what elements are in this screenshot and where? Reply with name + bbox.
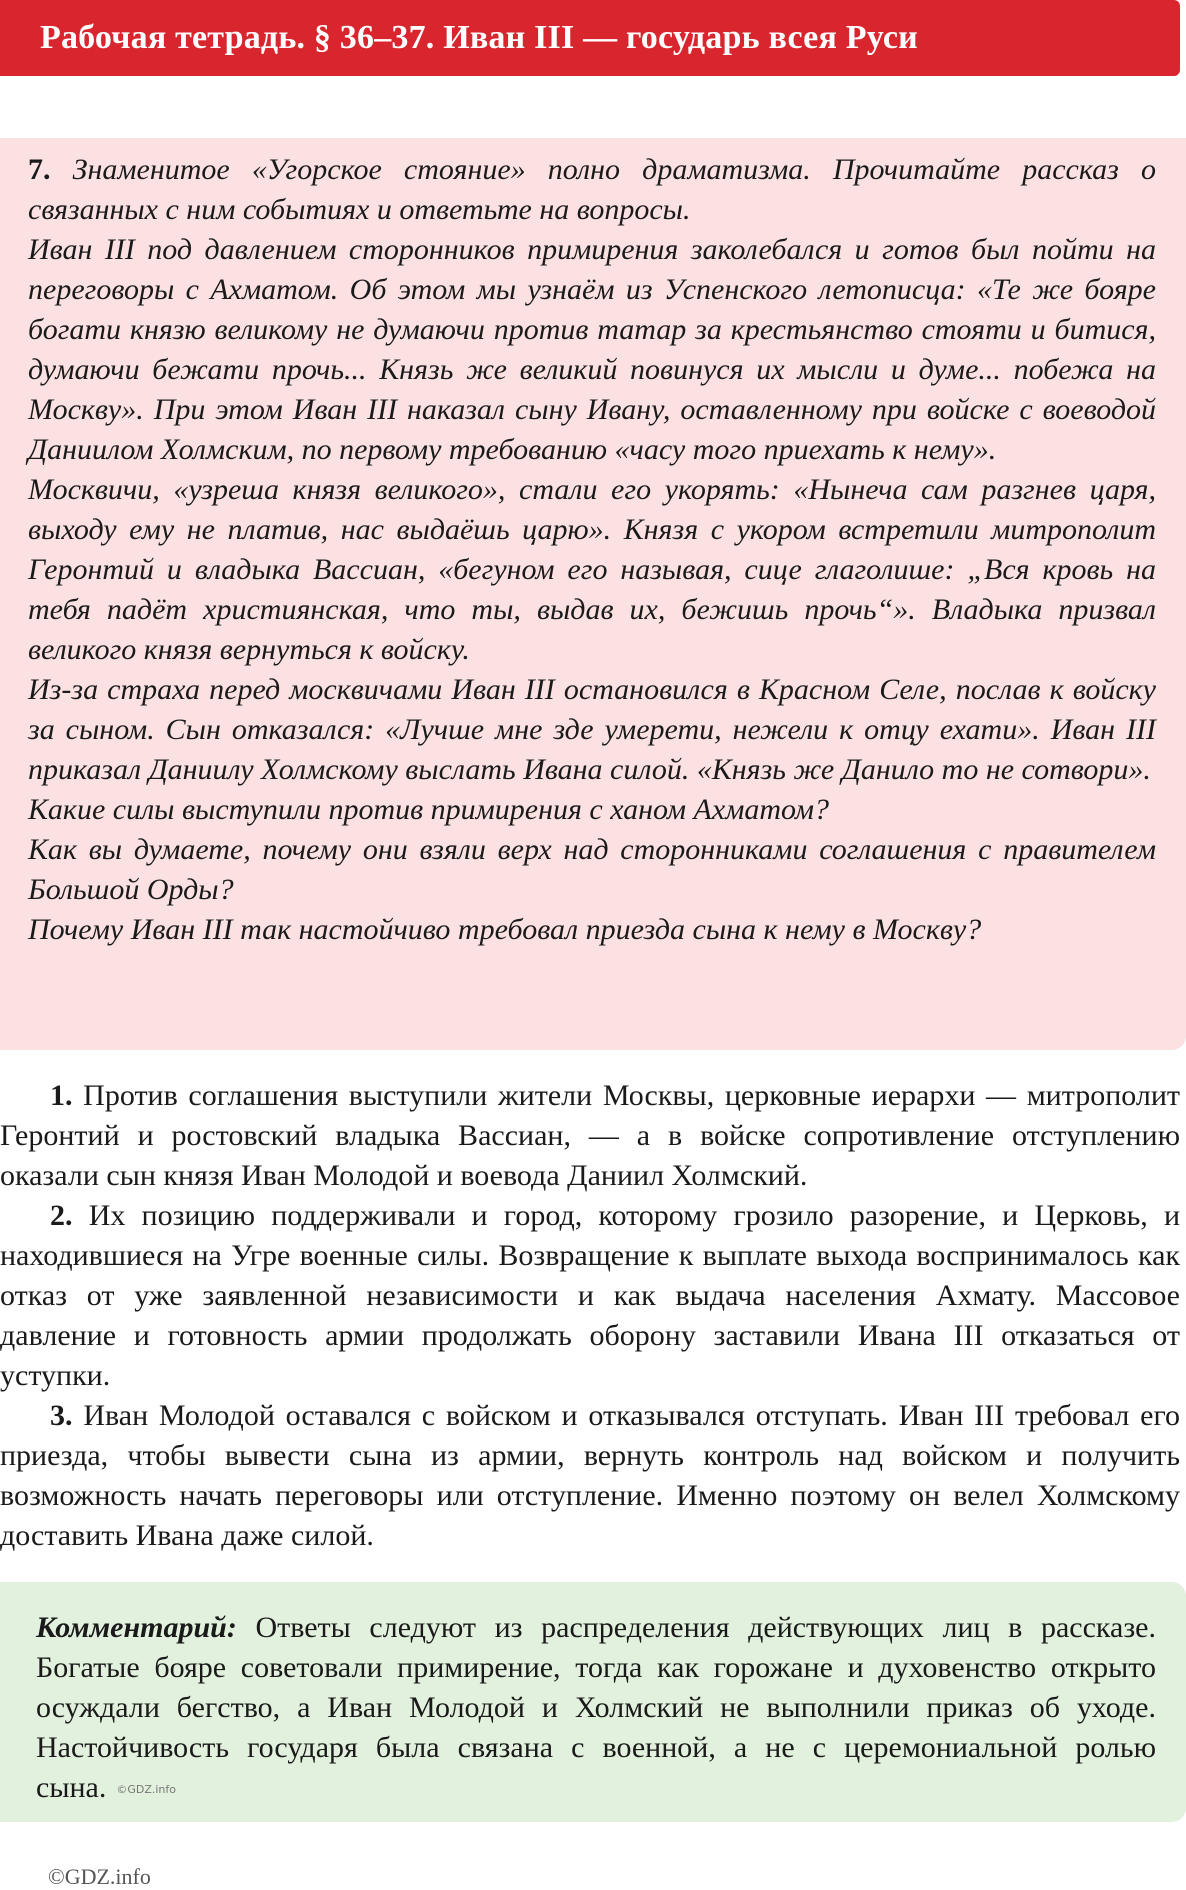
- watermark-small: ©GDZ.info: [116, 1783, 177, 1797]
- answers-section: [0, 1076, 1186, 1556]
- comment-text: Ответы следуют из распределения действующих лиц в рассказе. Богатые бояре советовали примирение, тогда как горожане и духовенство открыто осуждали бегство, а Иван Молодой и Холмский не выполнили приказ об уходе. Настойчивость государя была связана с военной, а не с церемониальной ролью сына.: [36, 1611, 1156, 1804]
- answer-number: 1.: [50, 1079, 73, 1112]
- comment-paragraph: [36, 1608, 1156, 1810]
- task-box: [0, 138, 1186, 1050]
- task-paragraph: Из-за страха перед москвичами Иван III остановился в Красном Селе, послав к войску за сыном. Сын отказался: «Лучше мне зде умерети, нежели к отцу ехати». Иван III приказал Даниилу Холмскому выслать Ивана силой. «Князь же Данило то не сотвори».: [28, 673, 1156, 786]
- answer-number: 3.: [50, 1399, 73, 1432]
- task-intro: [28, 150, 1156, 230]
- footer-watermark: ©GDZ.info: [48, 1864, 151, 1889]
- task-paragraph: Москвичи, «узреша князя великого», стали его укорять: «Нынеча сам разгнев царя, выходу ему не платив, нас выдаёшь царю». Князя с укором встретили митрополит Геронтий и владыка Вассиан, «бегуном его называя, сице глаголише: „Вся кровь на тебя падёт християнская, что ты, выдав их, бежишь прочь“». Владыка призвал великого князя вернуться к войску.: [28, 473, 1156, 666]
- comment-label: Комментарий:: [36, 1611, 237, 1644]
- page-title: Рабочая тетрадь. § 36–37. Иван III — государь всея Руси: [40, 19, 918, 56]
- answer-number: 2.: [50, 1199, 73, 1232]
- answer-item: [0, 1396, 1180, 1556]
- task-number: 7.: [28, 153, 51, 186]
- task-paragraph: Знаменитое «Угорское стояние» полно драматизма. Прочитайте рассказ о связанных с ним событиях и ответьте на вопросы.: [28, 153, 1156, 226]
- answer-text: Против соглашения выступили жители Москвы, церковные иерархи — митрополит Геронтий и ростовский владыка Вассиан, — а в войске сопротивление отступлению оказали сын князя Иван Молодой и воевода Даниил Холмский.: [0, 1079, 1181, 1192]
- task-question: Как вы думаете, почему они взяли верх над сторонниками соглашения с правителем Большой Орды?: [28, 833, 1156, 906]
- answer-item: [0, 1196, 1180, 1396]
- answer-text: Иван Молодой оставался с войском и отказывался отступать. Иван III требовал его приезда, чтобы вывести сына из армии, вернуть контроль над войском и получить возможность начать переговоры или отступление. Именно поэтому он велел Холмскому доставить Ивана даже силой.: [0, 1399, 1181, 1552]
- task-question: Какие силы выступили против примирения с ханом Ахматом?: [28, 793, 830, 826]
- answer-item: [0, 1076, 1180, 1196]
- comment-box: [0, 1582, 1186, 1822]
- task-paragraph: Иван III под давлением сторонников примирения заколебался и готов был пойти на переговоры с Ахматом. Об этом мы узнаём из Успенского летописца: «Те же бояре богати князю великому не думаючи против татар за крестьянство стояти и битися, думаючи бежати прочь... Князь же великий повинуся их мысли и думе... побежа на Москву». При этом Иван III наказал сыну Ивану, оставленному при войске с воеводой Даниилом Холмским, по первому требованию «часу того приехать к нему».: [28, 233, 1156, 466]
- answer-text: Их позицию поддерживали и город, которому грозило разорение, и Церковь, и находившиеся на Угре военные силы. Возвращение к выплате выхода воспринималось как отказ от уже заявленной независимости и как выдача населения Ахмату. Массовое давление и готовность армии продолжать оборону заставили Ивана III отказаться от уступки.: [0, 1199, 1181, 1392]
- page-header: [0, 0, 1180, 76]
- task-question: Почему Иван III так настойчиво требовал приезда сына к нему в Москву?: [28, 913, 982, 946]
